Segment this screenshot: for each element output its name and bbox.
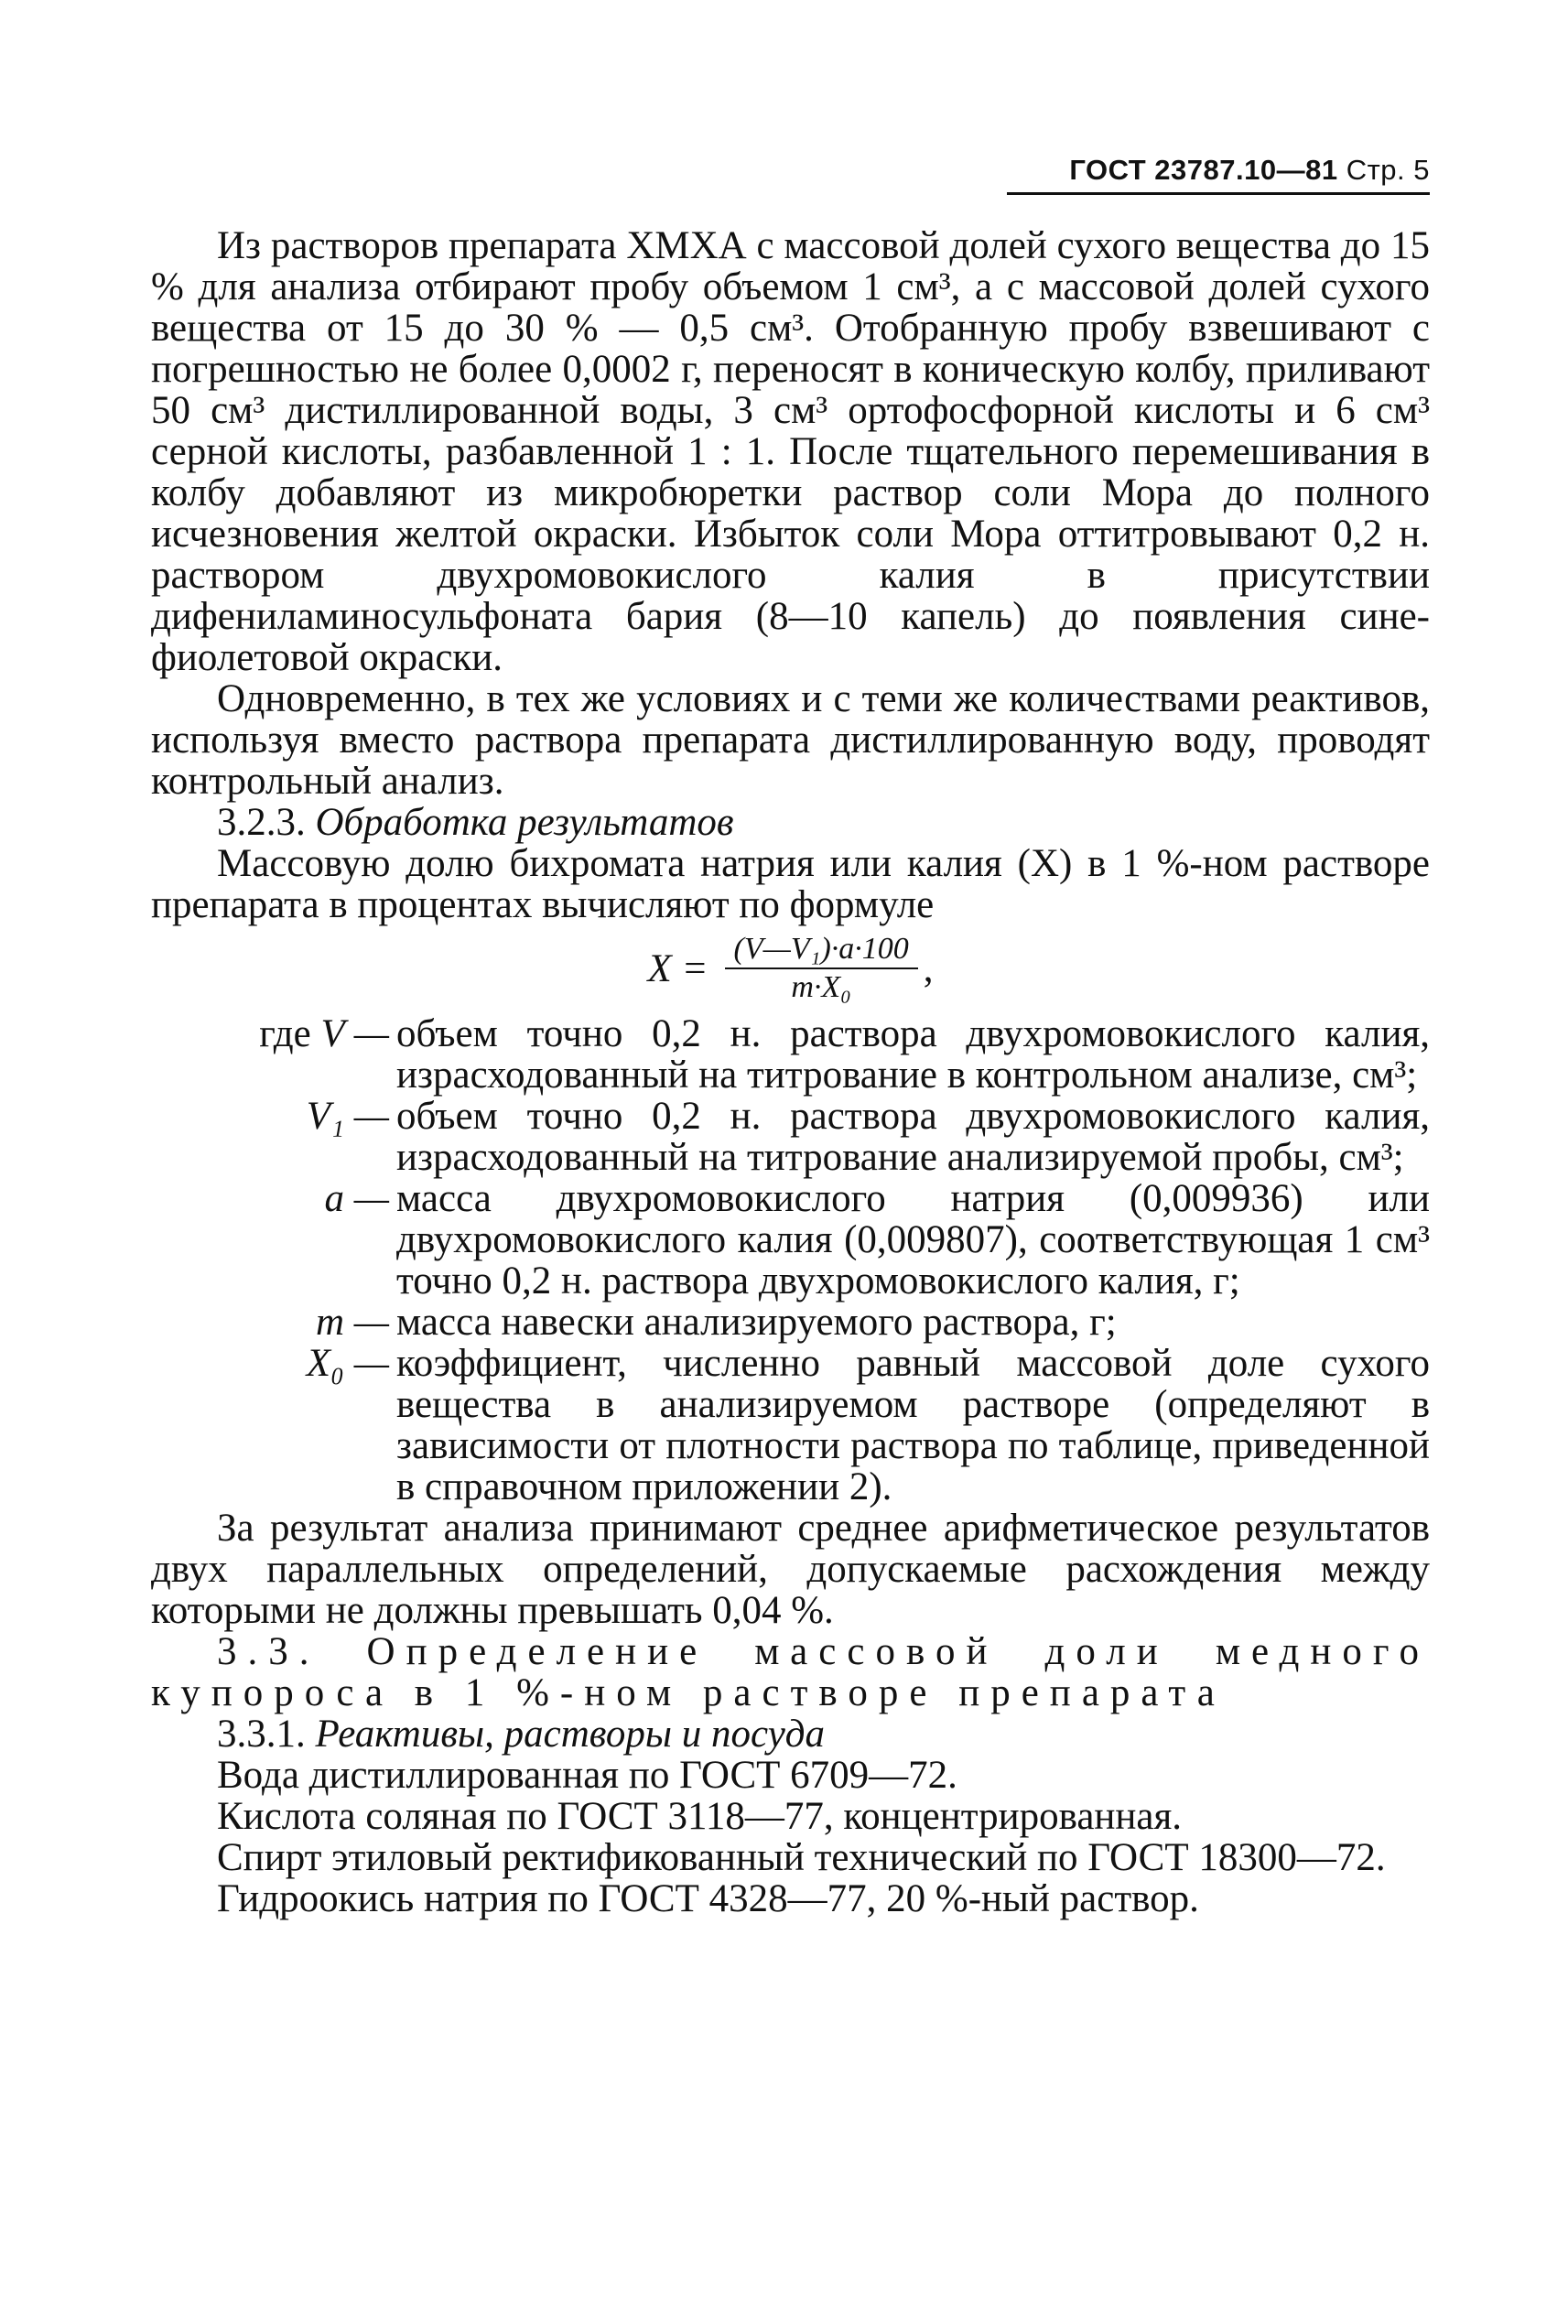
definition-text: масса двухромовокислого натрия (0,009936) или двухромовокислого калия (0,009807), соответствующая 1 см³ точно 0,2 н. раствора двухромовокислого калия, г; — [396, 1177, 1430, 1303]
definition-term — [151, 1302, 396, 1343]
section-heading-3-3-1 — [151, 1713, 1430, 1755]
section-number: 3.2.3. — [217, 801, 306, 844]
paragraph-result: За результат анализа принимают среднее арифметическое результатов двух параллельных определений, допускаемые расхождения между которыми не должны превышать 0,04 %. — [151, 1507, 1430, 1632]
definition-symbol: V₁ — — [306, 1095, 389, 1138]
formula-lhs: X = — [647, 946, 708, 990]
formula — [151, 931, 1430, 1006]
definition-term — [151, 1013, 396, 1096]
standard-number: ГОСТ 23787.10—81 — [1069, 154, 1338, 186]
formula-numerator: (V—V₁)·a·100 — [725, 931, 918, 969]
paragraph-procedure: Из растворов препарата ХМХА с массовой долей сухого вещества до 15 % для анализа отбирают пробу объемом 1 см³, а с массовой долей сухого вещества от 15 до 30 % — 0,5 см³. Отобранную пробу взвешивают с погрешностью не более 0,0002 г, переносят в коническую колбу, приливают 50 см³ дистиллированной воды, 3 см³ ортофосфорной кислоты и 6 см³ серной кислоты, разбавленной 1 : 1. После тщательного перемешивания в колбу добавляют из микробюретки раствор соли Мора до полного исчезновения желтой окраски. Избыток соли Мора оттитровывают 0,2 н. раствором двухромовокислого калия в присутствии дифениламиносульфоната бария (8—10 капель) до появления сине-фиолетовой окраски. — [151, 224, 1430, 679]
section-title: Реактивы, растворы и посуда — [315, 1713, 825, 1756]
page-number: Стр. 5 — [1346, 154, 1430, 186]
reagent-item: Вода дистиллированная по ГОСТ 6709—72. — [217, 1754, 957, 1797]
section-heading-3-2-3 — [151, 802, 1430, 843]
definition-text: объем точно 0,2 н. раствора двухромовокислого калия, израсходованный на титрование в контрольном анализе, см³; — [396, 1012, 1430, 1097]
paragraph-formula-intro: Массовую долю бихромата натрия или калия (X) в 1 %-ном растворе препарата в процентах вычисляют по формуле — [151, 842, 1430, 926]
formula-denominator: m·X₀ — [791, 970, 851, 1004]
definitions-list — [151, 1013, 1430, 1508]
section-number: 3.3.1. — [217, 1713, 306, 1756]
definition-term — [151, 1178, 396, 1302]
definition-symbol: a — — [324, 1177, 389, 1220]
document-body — [151, 225, 1430, 1919]
definition-symbol: X₀ — — [306, 1342, 389, 1385]
definition-text: объем точно 0,2 н. раствора двухромовокислого калия, израсходованный на титрование анализируемой пробы, см³; — [396, 1095, 1430, 1179]
definition-symbol: m — — [315, 1301, 389, 1344]
formula-trail: , — [923, 946, 934, 990]
definition-term — [151, 1096, 396, 1178]
definition-text: коэффициент, численно равный массовой доле сухого вещества в анализируемом растворе (определяют в зависимости от плотности раствора по таблице, приведенной в справочном приложении 2). — [396, 1342, 1430, 1508]
definition-term — [151, 1343, 396, 1508]
reagent-item: Гидроокись натрия по ГОСТ 4328—77, 20 %-ный раствор. — [217, 1877, 1199, 1920]
definitions-intro: где — [259, 1012, 311, 1055]
reagent-item: Спирт этиловый ректификованный технический по ГОСТ 18300—72. — [217, 1836, 1386, 1879]
section-heading-3-3: 3.3. Определение массовой доли медного купороса в 1 %-ном растворе препарата — [151, 1630, 1430, 1714]
paragraph-control-analysis: Одновременно, в тех же условиях и с теми же количествами реактивов, используя вместо раствора препарата дистиллированную воду, проводят контрольный анализ. — [151, 677, 1430, 803]
page-header — [1007, 154, 1430, 195]
definition-symbol: V — — [320, 1012, 389, 1055]
formula-fraction — [725, 931, 918, 1006]
reagent-item: Кислота соляная по ГОСТ 3118—77, концентрированная. — [217, 1795, 1183, 1838]
definition-text: масса навески анализируемого раствора, г; — [396, 1301, 1117, 1344]
section-title: Обработка результатов — [315, 801, 734, 844]
